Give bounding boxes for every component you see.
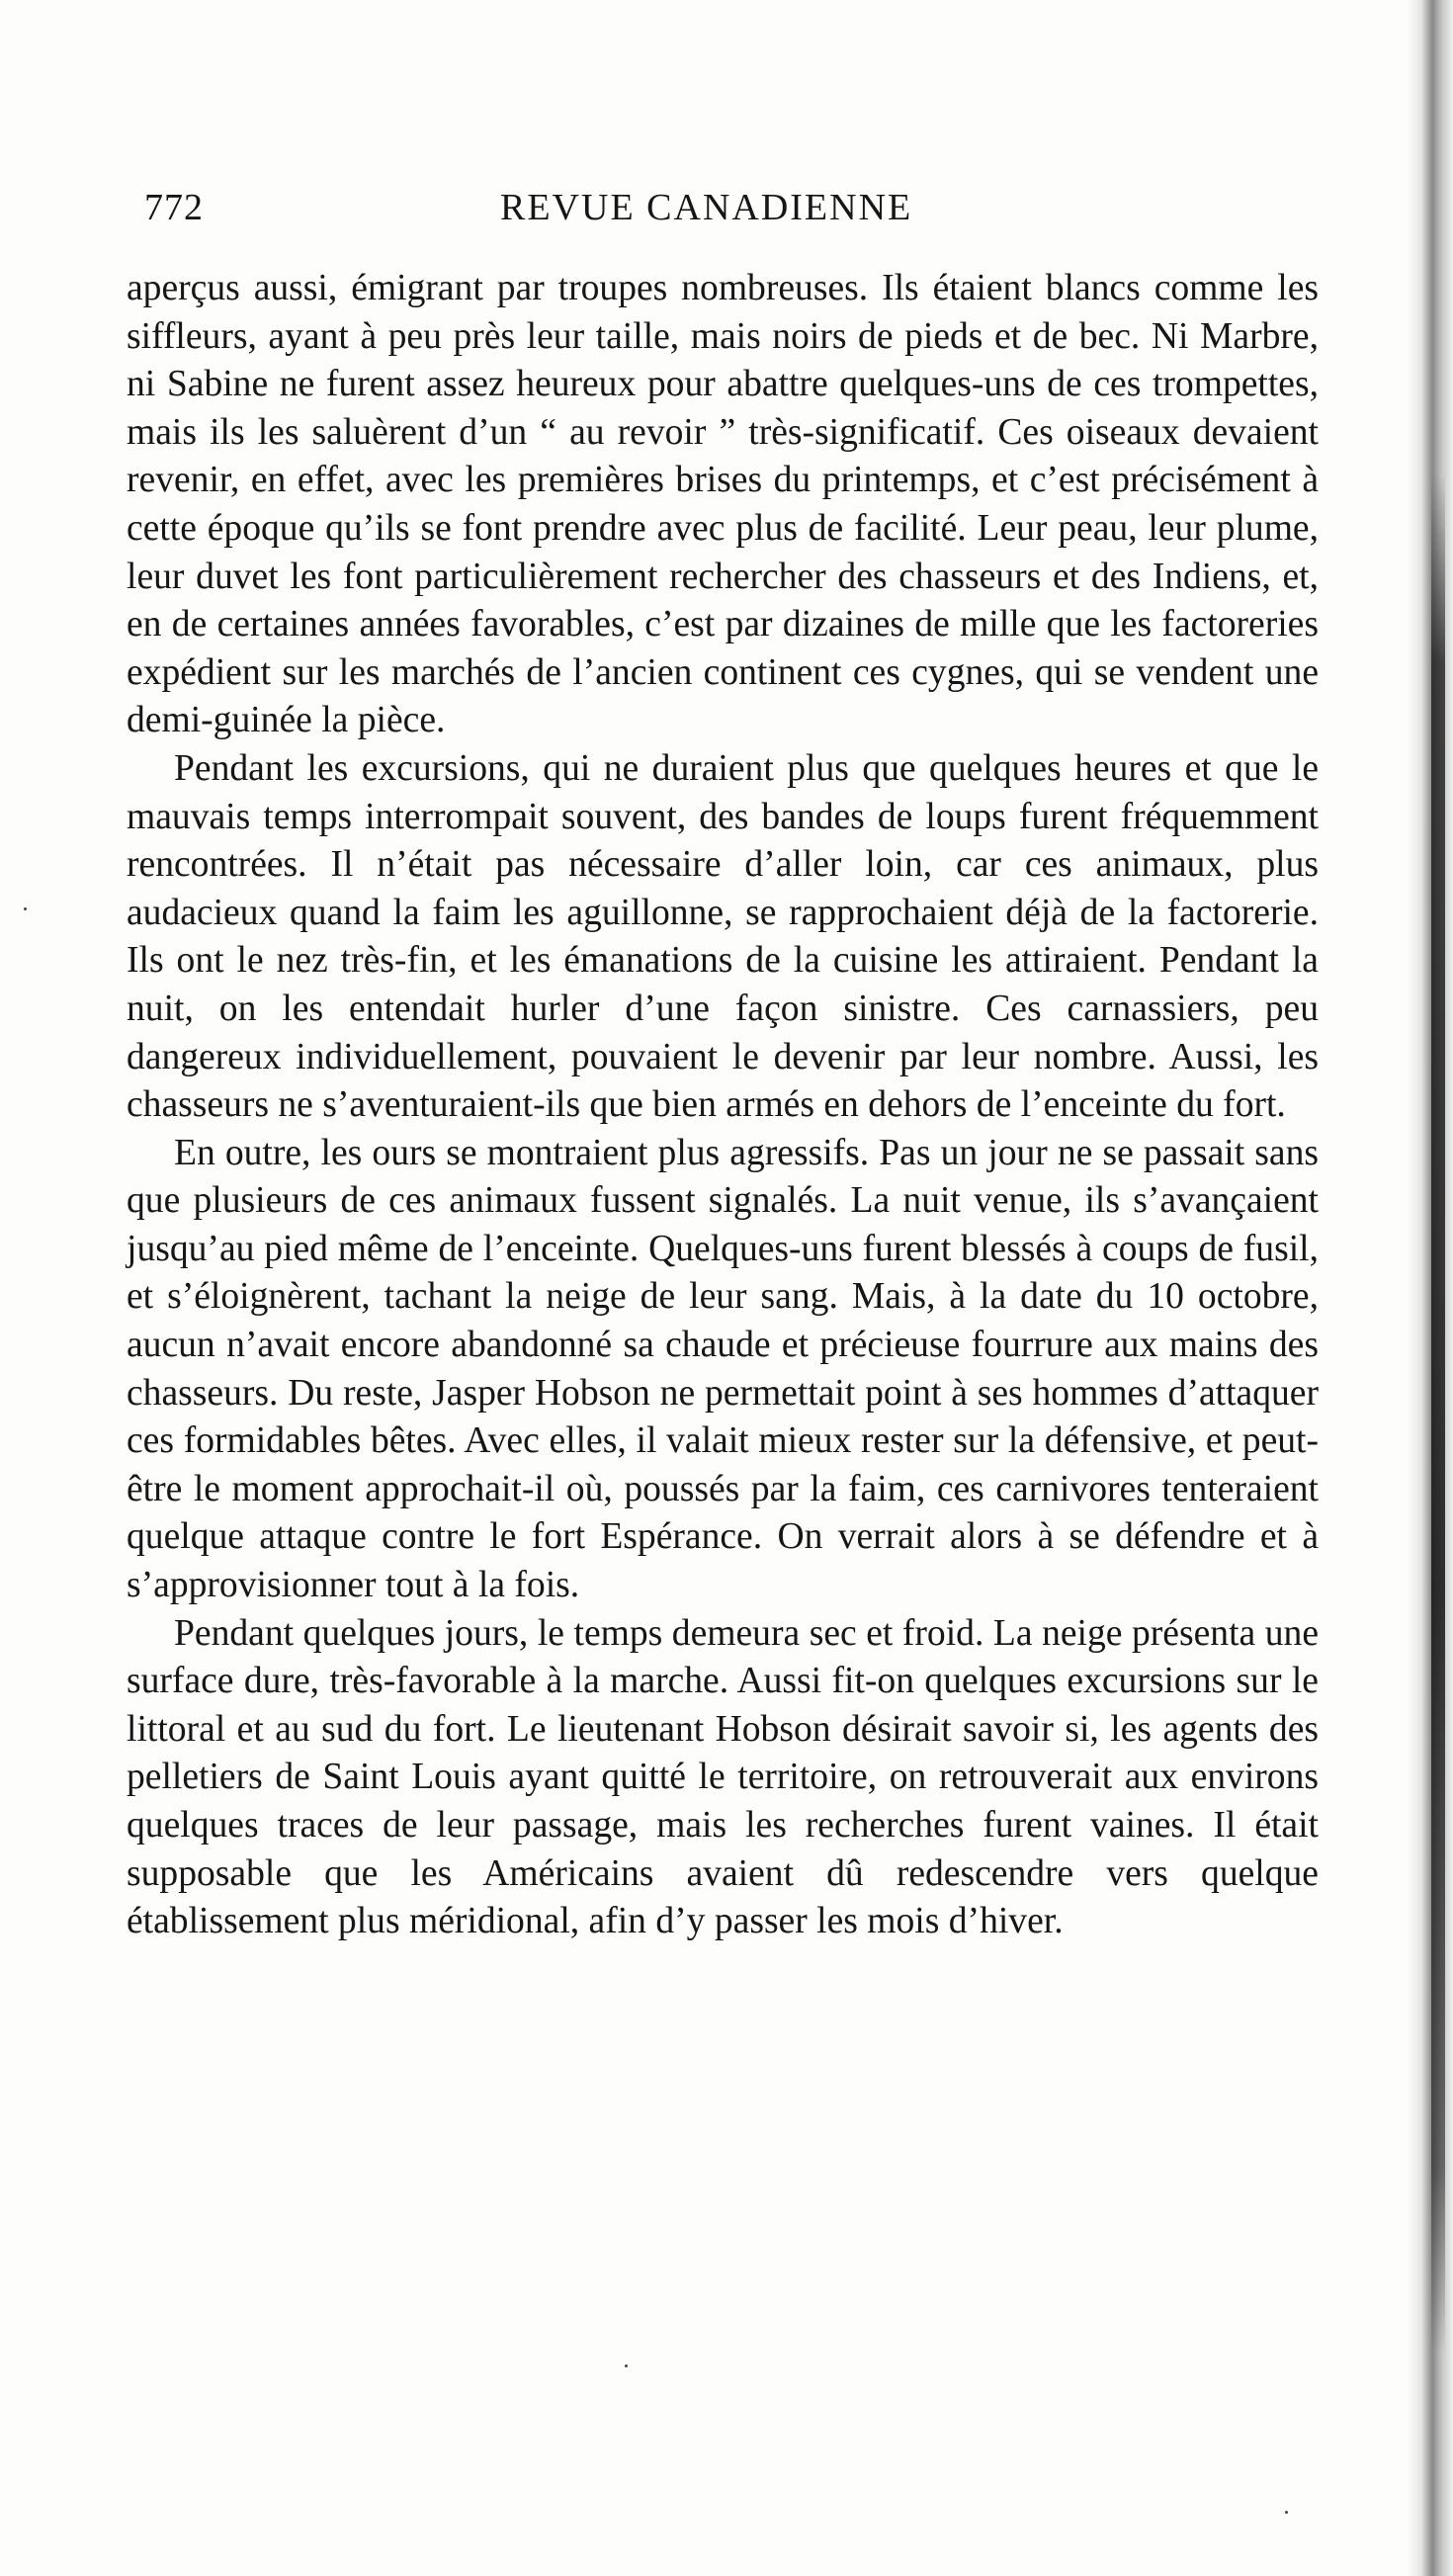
paragraph-continued: aperçus aussi, émigrant par troupes nombreuses. Ils étaient blancs comme les siffleurs, ayant à peu près leur taille, mais noirs de pieds et de bec. Ni Marbre, ni Sabine ne furent assez heureux pour abattre quelques-uns de ces trompettes, mais ils les saluèrent d’un “ au revoir ” très-significatif. Ces oiseaux devaient revenir, en effet, avec les premières brises du printemps, et c’est précisément à cette époque qu’ils se font prendre avec plus de facilité. Leur peau, leur plume, leur duvet les font particulièrement rechercher des chasseurs et des Indiens, et, en de certaines années favorables, c’est par dizaines de mille que les factoreries expédient sur les marchés de l’ancien continent ces cygnes, qui se vendent une demi-guinée la pièce. [127,268,1319,741]
body-text [127,265,1319,1946]
page-number: 772 [144,187,204,228]
page-header [138,186,1325,241]
page-edge-shadow [1408,0,1453,2576]
scan-speck [625,2364,628,2367]
scan-speck [24,907,27,910]
paragraph-excursions: Pendant quelques jours, le temps demeura sec et froid. La neige présenta une surface dure, très-favorable à la marche. Aussi fit-on quelques excursions sur le littoral et au sud du fort. Le lieutenant Hobson désirait savoir si, les agents des pelletiers de Saint Louis ayant quitté le territoire, on retrouverait aux environs quelques traces de leur passage, mais les recherches furent vaines. Il était supposable que les Américains avaient dû redescendre vers quelque établissement plus méridional, afin d’y passer les mois d’hiver. [127,1612,1319,1942]
scan-speck [1285,2511,1288,2514]
paragraph-bears: En outre, les ours se montraient plus agressifs. Pas un jour ne se passait sans que plusieurs de ces animaux fussent signalés. La nuit venue, ils s’avançaient jusqu’au pied même de l’enceinte. Quelques-uns furent blessés à coups de fusil, et s’éloignèrent, tachant la neige de leur sang. Mais, à la date du 10 octobre, aucun n’avait encore abandonné sa chaude et précieuse fourrure aux mains des chasseurs. Du reste, Jasper Hobson ne permettait point à ses hommes d’attaquer ces formidables bêtes. Avec elles, il valait mieux rester sur la défensive, et peut-être le moment approchait-il où, poussés par la faim, ces carnivores tenteraient quelque attaque contre le fort Espérance. On verrait alors à se défendre et à s’approvisionner tout à la fois. [127,1132,1319,1606]
paragraph-wolves: Pendant les excursions, qui ne duraient plus que quelques heures et que le mauvais temps interrompait souvent, des bandes de loups furent fréquemment rencontrées. Il n’était pas nécessaire d’aller loin, car ces animaux, plus audacieux quand la faim les aguillonne, se rapprochaient déjà de la factorerie. Ils ont le nez très-fin, et les émanations de la cuisine les attiraient. Pendant la nuit, on les entendait hurler d’une façon sinistre. Ces carnassiers, peu dangereux individuellement, pouvaient le devenir par leur nombre. Aussi, les chasseurs ne s’aventuraient-ils que bien armés en dehors de l’enceinte du fort. [127,747,1319,1126]
running-title: REVUE CANADIENNE [500,187,913,228]
page-edge-binding [1431,474,1445,2353]
